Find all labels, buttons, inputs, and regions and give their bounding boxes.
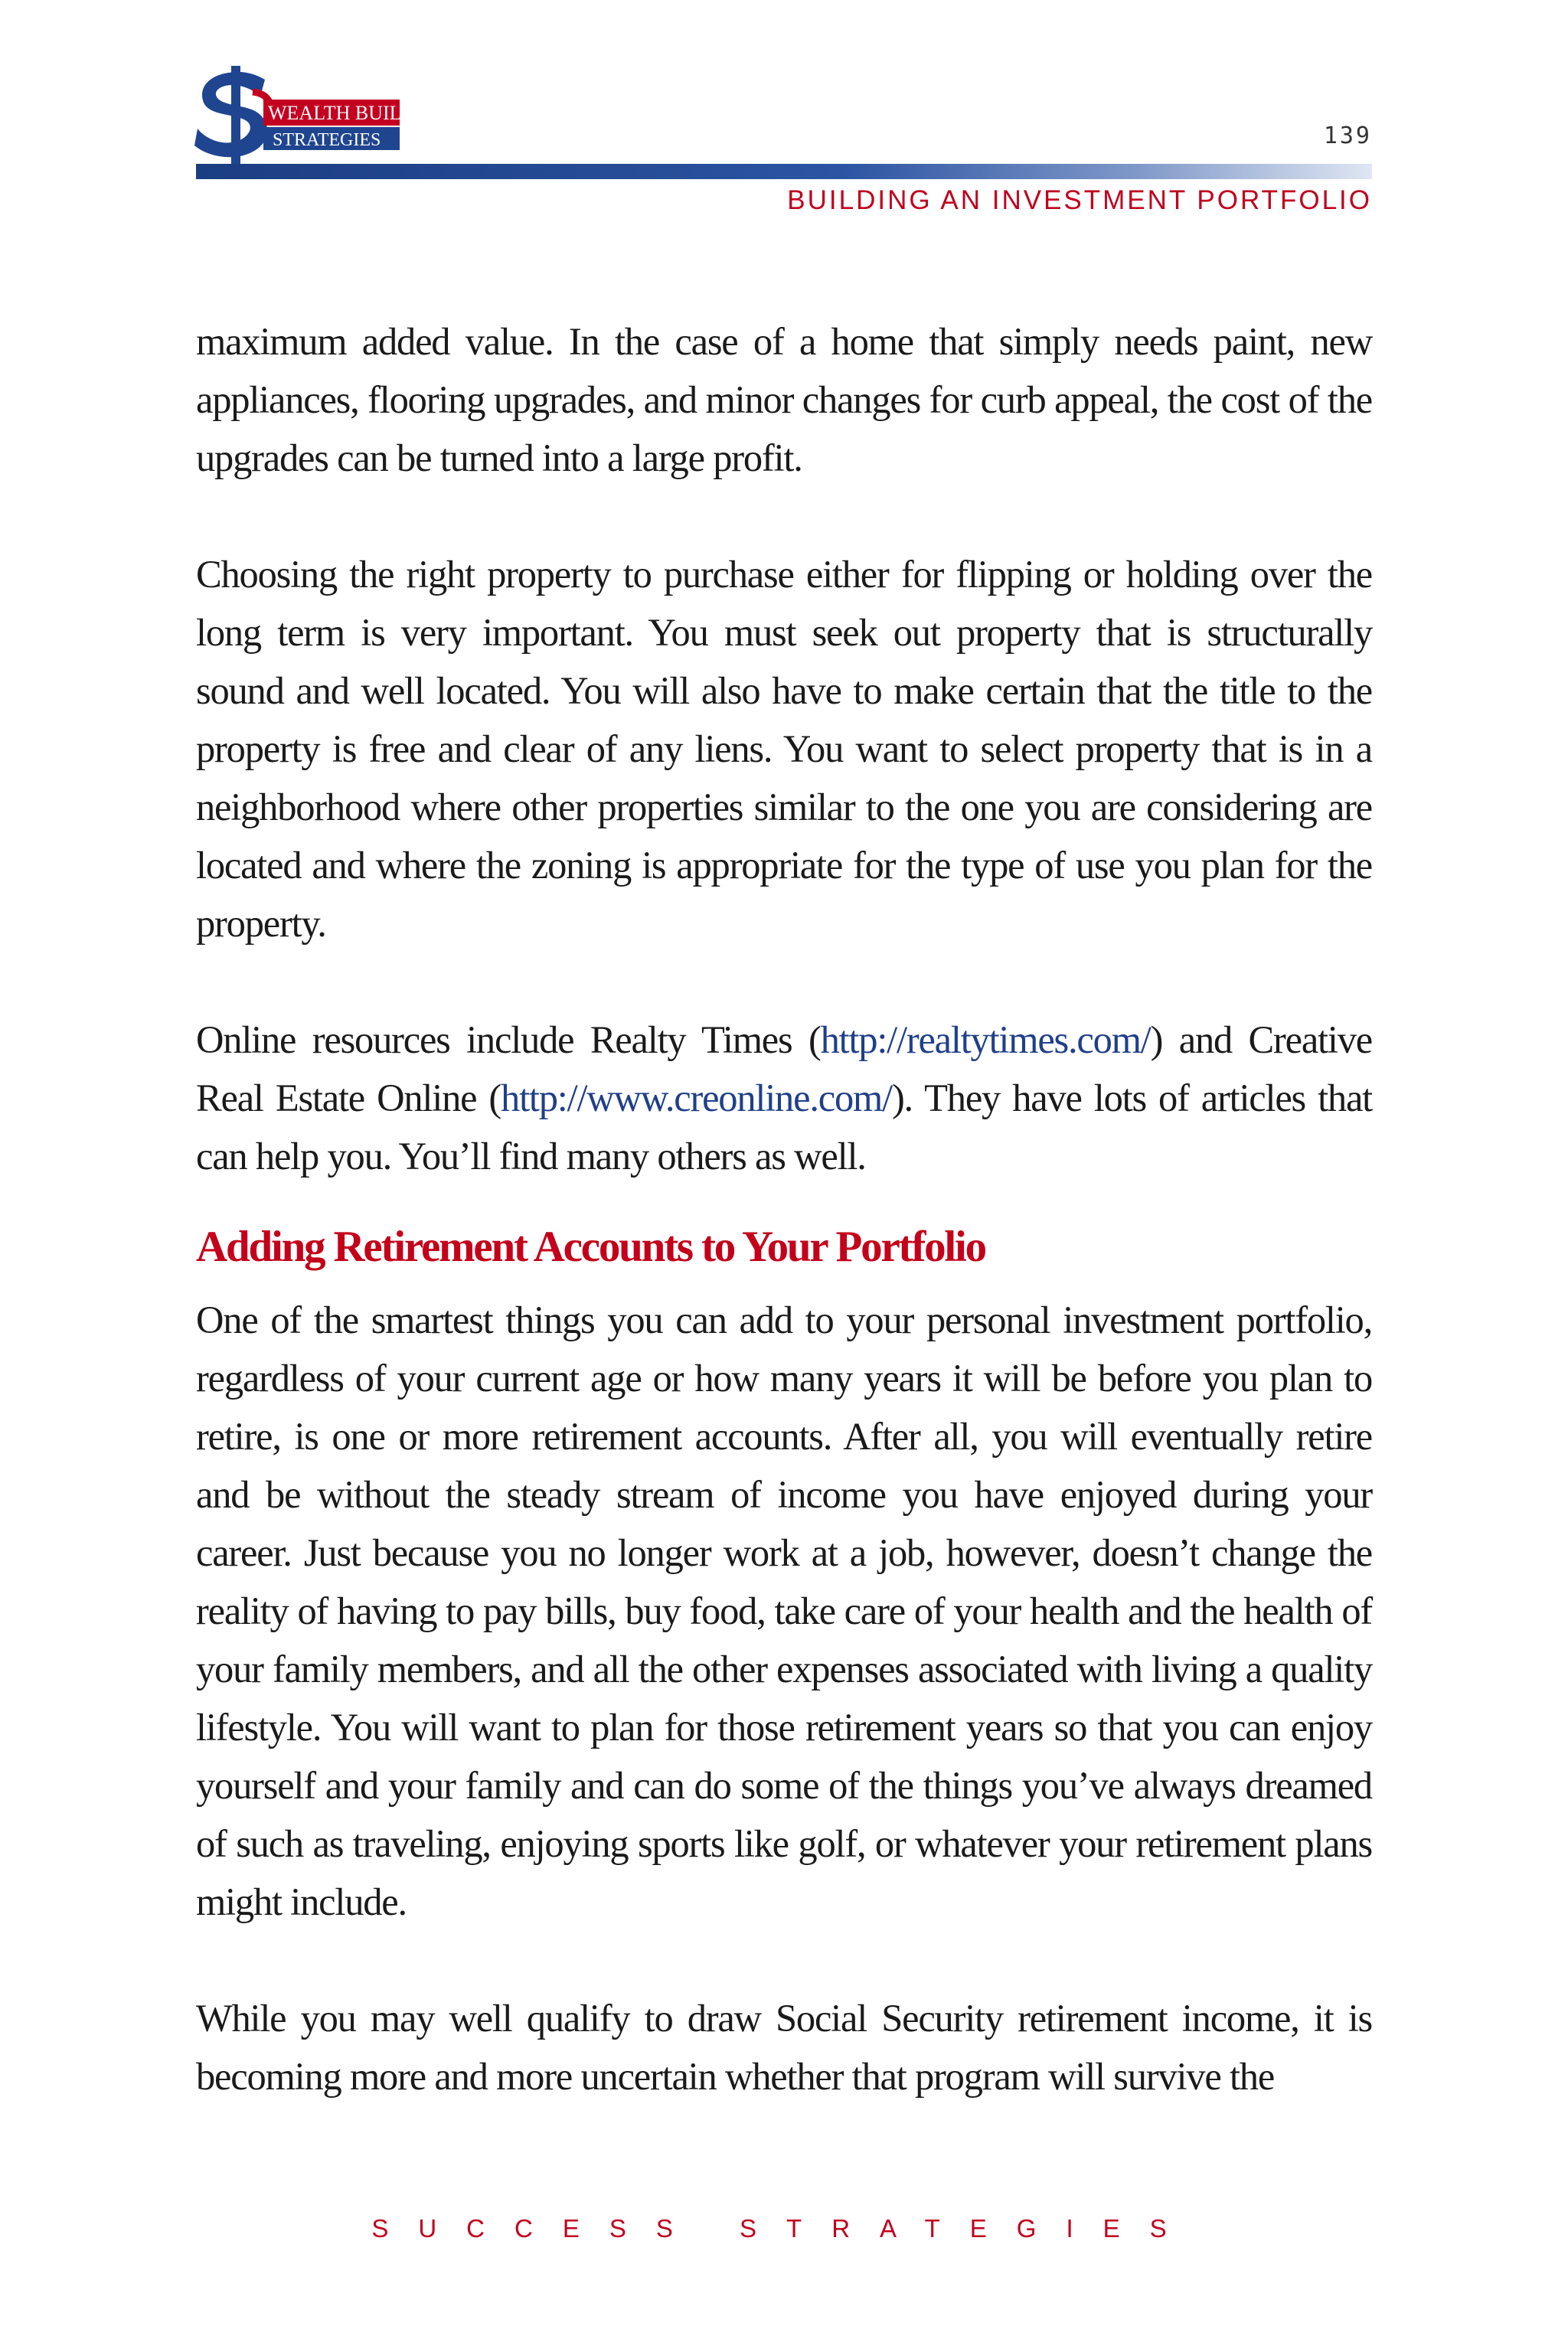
logo-text-line1: WEALTH BUILDING (268, 102, 452, 124)
paragraph-1: maximum added value. In the case of a home that simply needs paint, new appliances, flooring upgrades, and minor changes for curb appeal, the cost of the upgrades can be turned into a large profit. (196, 320, 1372, 479)
paragraph-3-text-2: ) and Creative Real Estate Online ( (196, 1018, 1372, 1119)
paragraph-5: While you may well qualify to draw Social Security retirement income, it is becoming more and more uncertain whether that program will survive the (196, 1997, 1372, 2098)
body-content (196, 312, 1372, 2105)
paragraph-2: Choosing the right property to purchase either for flipping or holding over the long term is very important. You must seek out property that is structurally sound and well located. You will also have to make certain that the title to the property is free and clear of any liens. You want to select property that is in a neighborhood where other properties similar to the one you are considering are located and where the zoning is appropriate for the type of use you plan for the property. (196, 553, 1372, 945)
realtytimes-link[interactable]: http://realtytimes.com/ (820, 1018, 1151, 1061)
page-number: 139 (1323, 122, 1372, 149)
running-section-title: BUILDING AN INVESTMENT PORTFOLIO (787, 185, 1372, 215)
paragraph-3-text-1: Online resources include Realty Times ( (196, 1018, 821, 1061)
footer-tagline: SUCCESS STRATEGIES (371, 2214, 1197, 2243)
header-rule (196, 164, 1372, 179)
creonline-link[interactable]: http://www.creonline.com/ (501, 1076, 892, 1119)
paragraph-3 (196, 1011, 1372, 1185)
wealth-building-strategies-logo (193, 66, 452, 167)
paragraph-3-text-3: ). They have lots of articles that can help you. You’ll find many others as well. (196, 1076, 1372, 1178)
section-heading: Adding Retirement Accounts to Your Portfolio (196, 1223, 985, 1271)
paragraph-4: One of the smartest things you can add to your personal investment portfolio, regardless of your current age or how many years it will be before you plan to retire, is one or more retirement accounts. After all, you will eventually retire and be without the steady stream of income you have enjoyed during your career. Just because you no longer work at a job, however, doesn’t change the reality of having to pay bills, buy food, take care of your health and the health of your family members, and all the other expenses associated with living a quality lifestyle. You will want to plan for those retirement years so that you can enjoy yourself and your family and can do some of the things you’ve always dreamed of such as traveling, enjoying sports like golf, or whatever your retirement plans might include. (196, 1298, 1372, 1923)
logo-text-line2: STRATEGIES (273, 130, 381, 150)
